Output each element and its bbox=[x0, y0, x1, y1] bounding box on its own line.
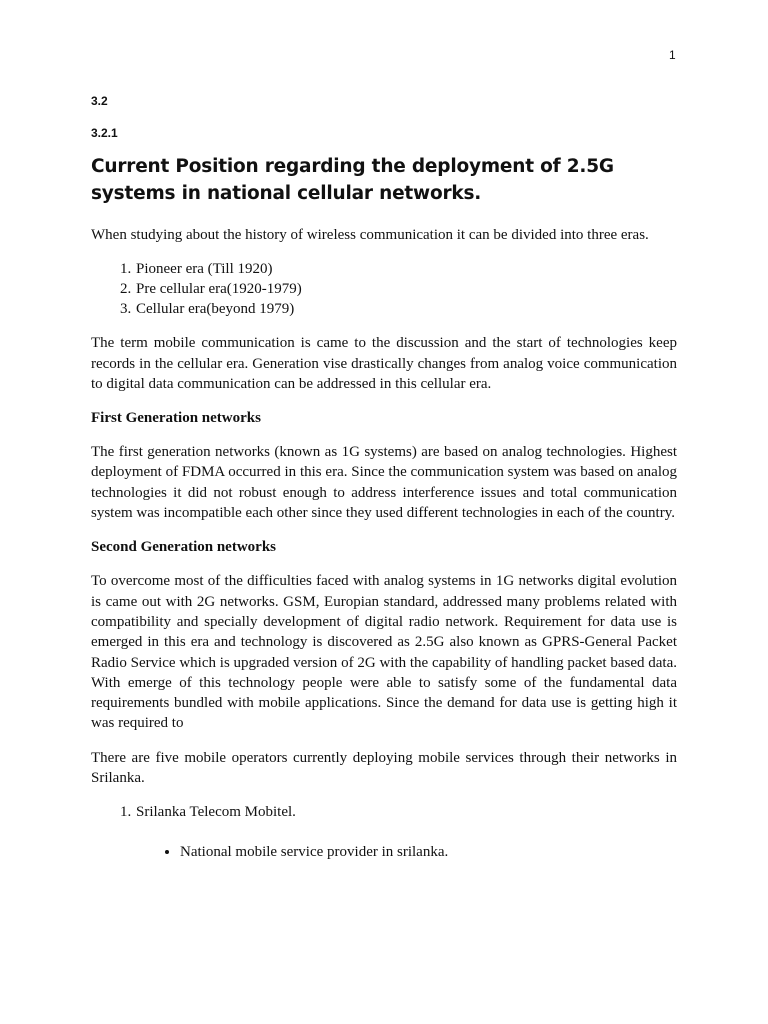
eras-list bbox=[91, 259, 677, 319]
list-item: 1. Srilanka Telecom Mobitel. bbox=[135, 802, 677, 822]
second-generation-heading: Second Generation networks bbox=[91, 539, 276, 556]
list-item: 3. Cellular era(beyond 1979) bbox=[135, 299, 677, 319]
section-title: Current Position regarding the deployment of 2.5G systems in national cellular networks. bbox=[91, 156, 614, 204]
page-number: 1 bbox=[669, 48, 676, 62]
list-item: 2. Pre cellular era(1920-1979) bbox=[135, 279, 677, 299]
section-number-3-2-1: 3.2.1 bbox=[91, 126, 118, 140]
page-content bbox=[91, 94, 677, 862]
operator-details-list bbox=[91, 842, 677, 862]
section-number-3-2: 3.2 bbox=[91, 94, 108, 108]
mobile-communication-paragraph: The term mobile communication is came to the discussion and the start of technologies keep records in the cellular era. Generation vise drastically changes from analog voice communication to digital data communication can be addressed in this cellular era. bbox=[91, 335, 677, 392]
first-generation-heading: First Generation networks bbox=[91, 410, 261, 427]
list-item: • National mobile service provider in srilanka. bbox=[180, 842, 677, 862]
operators-list bbox=[91, 802, 677, 822]
intro-paragraph: When studying about the history of wireless communication it can be divided into three eras. bbox=[91, 227, 649, 243]
operators-intro-paragraph: There are five mobile operators currently deploying mobile services through their networks in Srilanka. bbox=[91, 749, 677, 787]
second-generation-paragraph: To overcome most of the difficulties faced with analog systems in 1G networks digital evolution is came out with 2G networks. GSM, Europian standard, addressed many problems related with compatibility and specially development of digital radio network. Requirement for data use is emerged in this era and technology is discovered as 2.5G also known as GPRS-General Packet Radio Service which is upgraded version of 2G with the capability of handling packet based data. With emerge of this technology people were able to satisfy some of the fundamental data requirements bundled with mobile applications. Since the demand for data use is getting high it was required to bbox=[91, 573, 677, 732]
list-item: 1. Pioneer era (Till 1920) bbox=[135, 259, 677, 279]
first-generation-paragraph: The first generation networks (known as 1G systems) are based on analog technologies. Highest deployment of FDMA occurred in this era. Since the communication system was based on analog technologies it did not robust enough to address interference issues and total communication system was incompatible each other since they used different technologies in each of the country. bbox=[91, 444, 677, 522]
